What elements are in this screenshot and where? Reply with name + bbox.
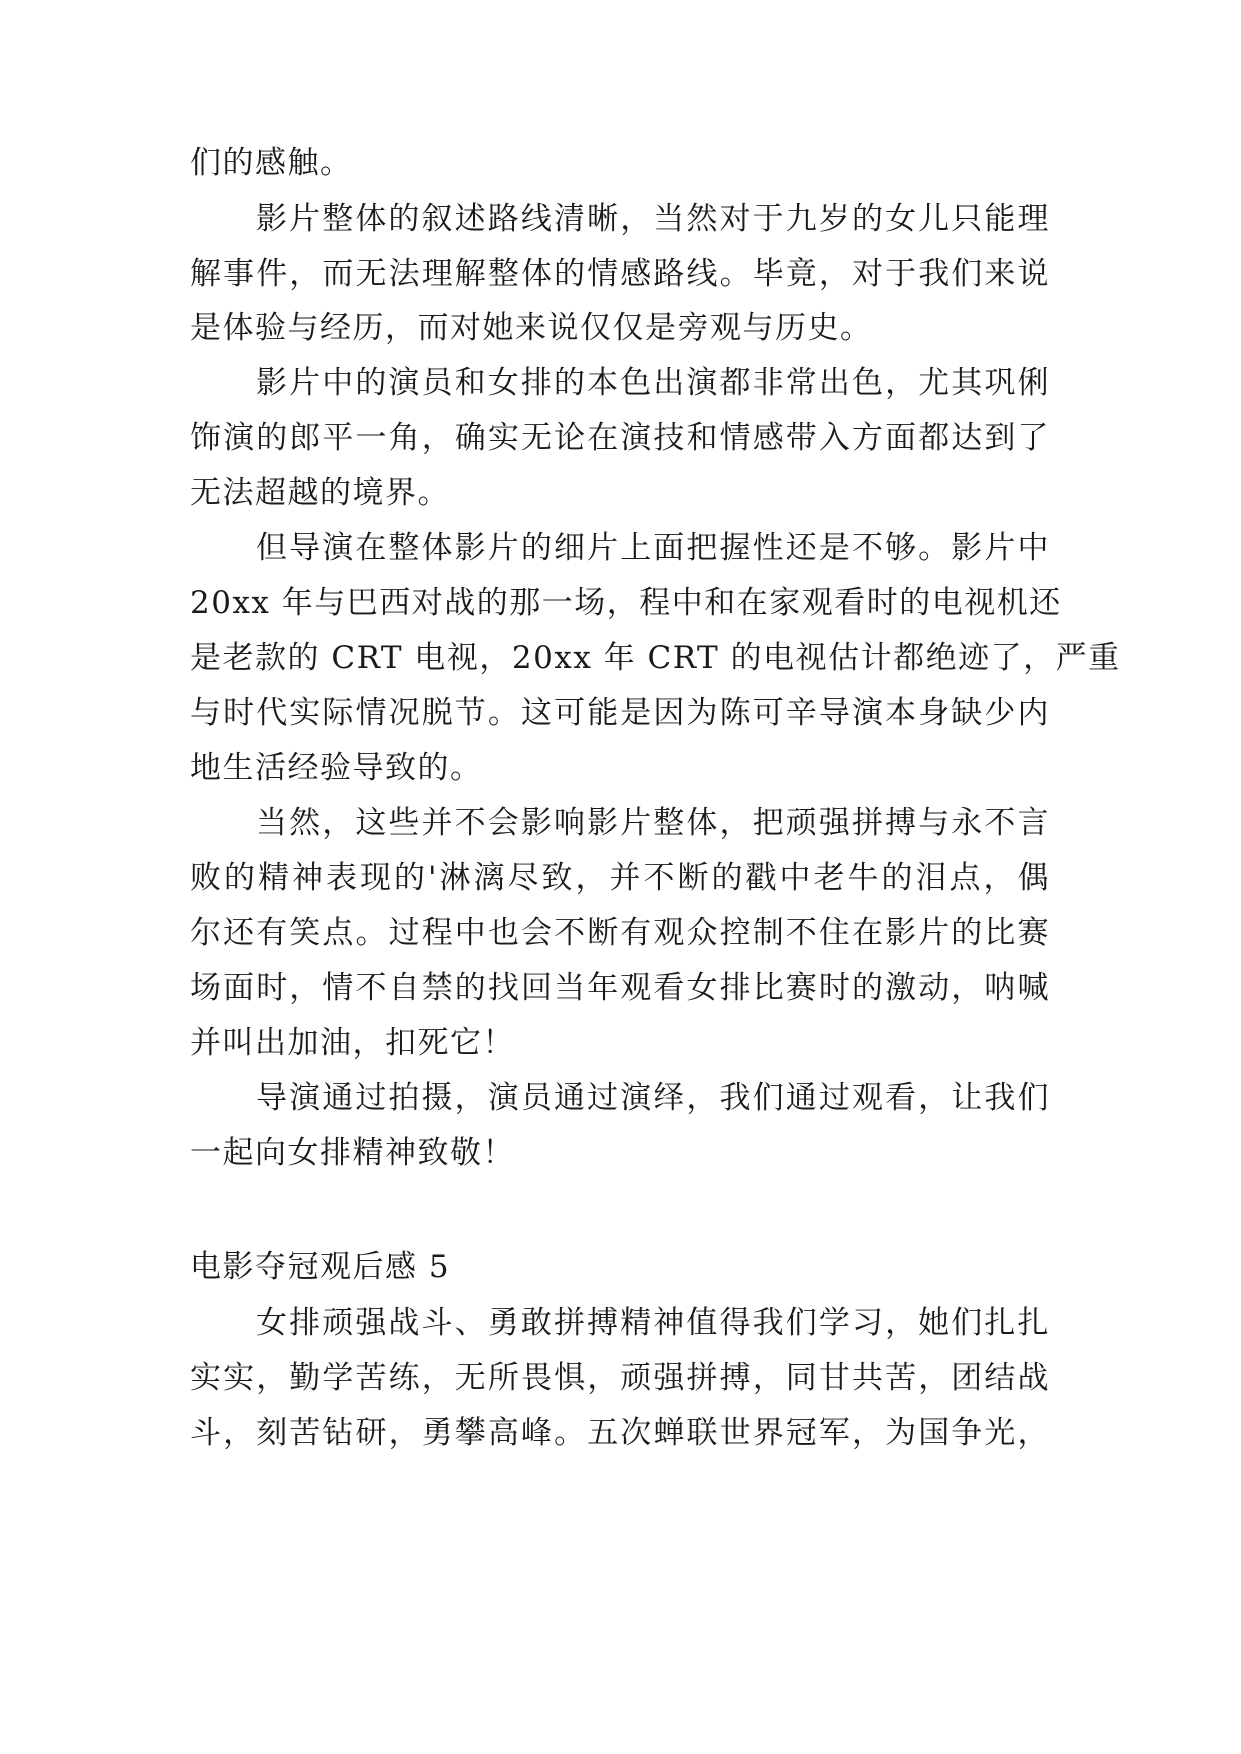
text-line: 是老款的 CRT 电视，20xx 年 CRT 的电视估计都绝迹了，严重 <box>190 640 1121 676</box>
section-heading: 电影夺冠观后感 5 <box>190 1249 451 1285</box>
text-line: 实实，勤学苦练，无所畏惧，顽强拼搏，同甘共苦，团结战 <box>190 1360 1050 1396</box>
text-line: 尔还有笑点。过程中也会不断有观众控制不住在影片的比赛 <box>190 915 1050 951</box>
text-line: 当然，这些并不会影响影片整体，把顽强拼搏与永不言 <box>256 805 1050 841</box>
text-line: 无法超越的境界。 <box>190 475 450 511</box>
text-line: 们的感触。 <box>190 145 353 181</box>
text-line: 场面时，情不自禁的找回当年观看女排比赛时的激动，呐喊 <box>190 970 1050 1006</box>
text-line: 解事件，而无法理解整体的情感路线。毕竟，对于我们来说 <box>190 256 1050 292</box>
text-line: 地生活经验导致的。 <box>190 750 483 786</box>
text-line: 影片整体的叙述路线清晰，当然对于九岁的女儿只能理 <box>256 201 1050 237</box>
text-line: 败的精神表现的'淋漓尽致，并不断的戳中老牛的泪点，偶 <box>190 860 1050 896</box>
text-line: 饰演的郎平一角，确实无论在演技和情感带入方面都达到了 <box>190 420 1050 456</box>
text-line: 并叫出加油，扣死它！ <box>190 1025 515 1061</box>
text-line: 一起向女排精神致敬！ <box>190 1135 515 1171</box>
text-line: 影片中的演员和女排的本色出演都非常出色，尤其巩俐 <box>256 365 1050 401</box>
text-line: 与时代实际情况脱节。这可能是因为陈可辛导演本身缺少内 <box>190 695 1050 731</box>
text-line: 20xx 年与巴西对战的那一场，程中和在家观看时的电视机还 <box>190 585 1062 621</box>
text-line: 导演通过拍摄，演员通过演绎，我们通过观看，让我们 <box>256 1080 1050 1116</box>
text-line: 是体验与经历，而对她来说仅仅是旁观与历史。 <box>190 310 873 346</box>
text-line: 但导演在整体影片的细片上面把握性还是不够。影片中 <box>256 530 1050 566</box>
text-line: 女排顽强战斗、勇敢拼搏精神值得我们学习，她们扎扎 <box>256 1305 1050 1341</box>
text-line: 斗，刻苦钻研，勇攀高峰。五次蝉联世界冠军，为国争光， <box>190 1415 1050 1451</box>
